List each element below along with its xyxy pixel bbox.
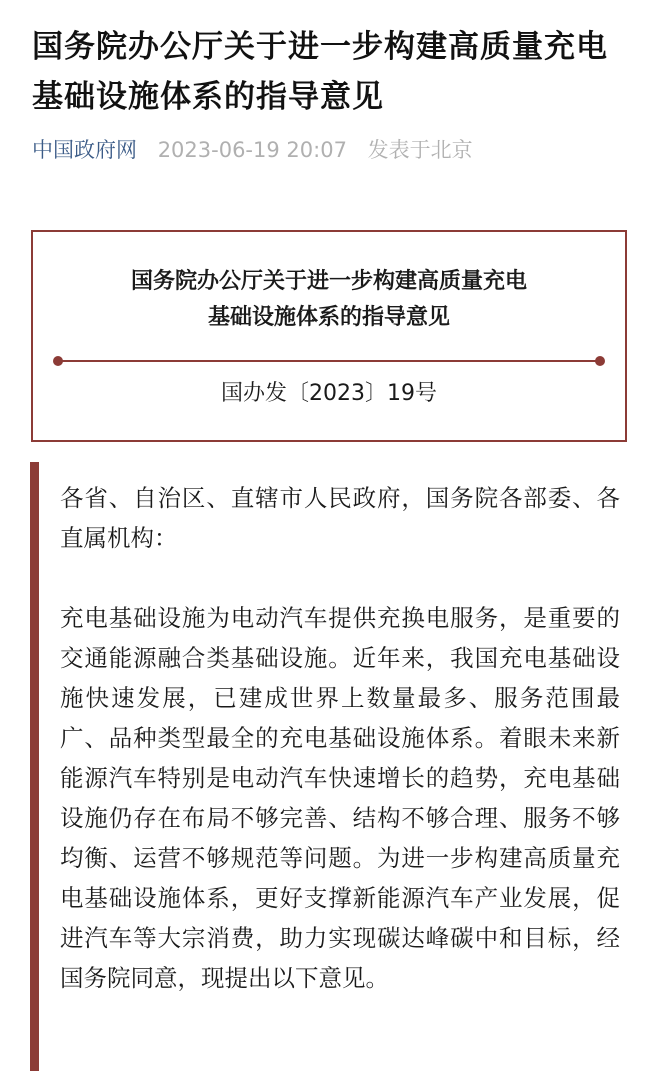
article-body <box>60 478 620 1038</box>
document-number: 国办发〔2023〕19号 <box>221 381 437 406</box>
publish-location: 发表于北京 <box>367 138 473 162</box>
divider-dot-left <box>53 356 63 366</box>
article-meta <box>32 134 473 166</box>
body-paragraph: 充电基础设施为电动汽车提供充换电服务，是重要的交通能源融合类基础设施。近年来，我国充电基础设施快速发展，已建成世界上数量最多、服务范围最广、品种类型最全的充电基础设施体系。着眼未来新能源汽车特别是电动汽车快速增长的趋势，充电基础设施仍存在布局不够完善、结构不够合理、服务不够均衡、运营不够规范等问题。为进一步构建高质量充电基础设施体系，更好支撑新能源汽车产业发展，促进汽车等大宗消费，助力实现碳达峰碳中和目标，经国务院同意，现提出以下意见。 <box>60 604 620 992</box>
salutation: 各省、自治区、直辖市人民政府，国务院各部委、各直属机构： <box>60 484 620 552</box>
document-title <box>33 264 625 336</box>
publish-date: 2023-06-19 20:07 <box>157 138 347 162</box>
divider-dot-right <box>595 356 605 366</box>
source-link[interactable]: 中国政府网 <box>32 138 137 162</box>
document-header-box <box>31 230 627 442</box>
document-title-line-1: 国务院办公厅关于进一步构建高质量充电 <box>130 269 527 294</box>
divider-rule <box>55 360 603 362</box>
article-title: 国务院办公厅关于进一步构建高质量充电基础设施体系的指导意见 <box>32 29 608 115</box>
document-title-line-2: 基础设施体系的指导意见 <box>207 305 450 330</box>
quote-accent-bar <box>30 462 39 1071</box>
